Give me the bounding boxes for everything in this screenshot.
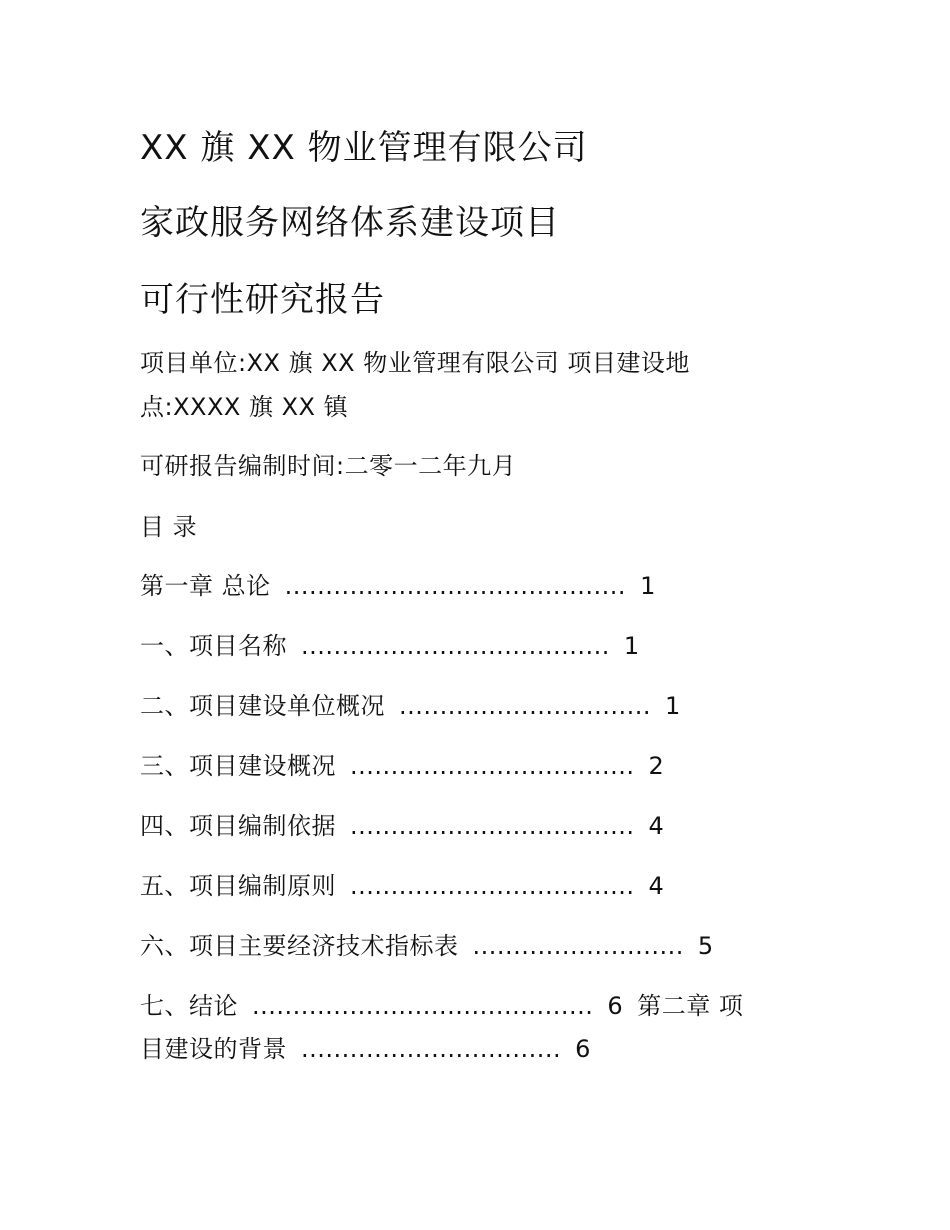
toc-entry-leader: ...................................: [350, 752, 635, 780]
title-line-2: 家政服务网络体系建设项目: [140, 203, 560, 243]
title-line-3: 可行性研究报告: [140, 280, 385, 320]
toc-entry-page: 5: [697, 932, 714, 960]
toc-entry-leader: ..........................: [472, 932, 684, 960]
toc-entry[interactable]: [140, 871, 664, 901]
project-unit-line-1: 项目单位:XX 旗 XX 物业管理有限公司 项目建设地: [140, 349, 690, 377]
toc-entry-leader: ...............................: [399, 692, 651, 720]
toc-entry-wrapped[interactable]: [140, 991, 743, 1021]
toc-entry-label: 五、项目编制原则: [140, 872, 336, 900]
toc-entry-page: 1: [665, 692, 681, 720]
toc-entry-page: 1: [623, 632, 640, 660]
toc-entry-label: 一、项目名称: [140, 632, 287, 660]
toc-heading: 目 录: [140, 513, 198, 541]
toc-entry-label: 二、项目建设单位概况: [140, 692, 385, 720]
title-line-1: XX 旗 XX 物业管理有限公司: [140, 128, 588, 168]
toc-entry[interactable]: [140, 931, 714, 961]
toc-entry-page: 2: [648, 752, 665, 780]
toc-entry-page: 1: [640, 572, 656, 600]
toc-entry[interactable]: [140, 751, 664, 781]
toc-entry-leader: ...................................: [350, 872, 635, 900]
toc-entry[interactable]: [140, 571, 656, 601]
toc-entry-leader: ...................................: [350, 812, 635, 840]
toc-entry-page: 4: [648, 812, 665, 840]
toc-entry-page: 4: [648, 872, 665, 900]
toc-entry-leader: ................................: [301, 1035, 562, 1063]
toc-entry[interactable]: [140, 691, 681, 721]
toc-entry-label: 第一章 总论: [140, 572, 271, 600]
toc-entry-page: 6: [607, 992, 624, 1020]
toc-entry-page: 6: [575, 1035, 591, 1063]
toc-entry[interactable]: [140, 811, 664, 841]
toc-entry-leader: ..........................................: [284, 572, 627, 600]
compile-time: 可研报告编制时间:二零一二年九月: [140, 452, 517, 480]
toc-entry-continued[interactable]: [140, 1034, 591, 1064]
toc-entry-label: 目建设的背景: [140, 1035, 287, 1063]
toc-entry-label: 三、项目建设概况: [140, 752, 336, 780]
toc-entry[interactable]: [140, 631, 640, 661]
project-unit-line-2: 点:XXXX 旗 XX 镇: [140, 393, 349, 421]
toc-entry-label: 七、结论: [140, 992, 238, 1020]
toc-entry-label: 四、项目编制依据: [140, 812, 336, 840]
toc-entry-leader: ......................................: [301, 632, 610, 660]
toc-entry-label: 六、项目主要经济技术指标表: [140, 932, 459, 960]
toc-entry-leader: ..........................................: [252, 992, 594, 1020]
toc-next-entry-start: 第二章 项: [637, 992, 744, 1020]
